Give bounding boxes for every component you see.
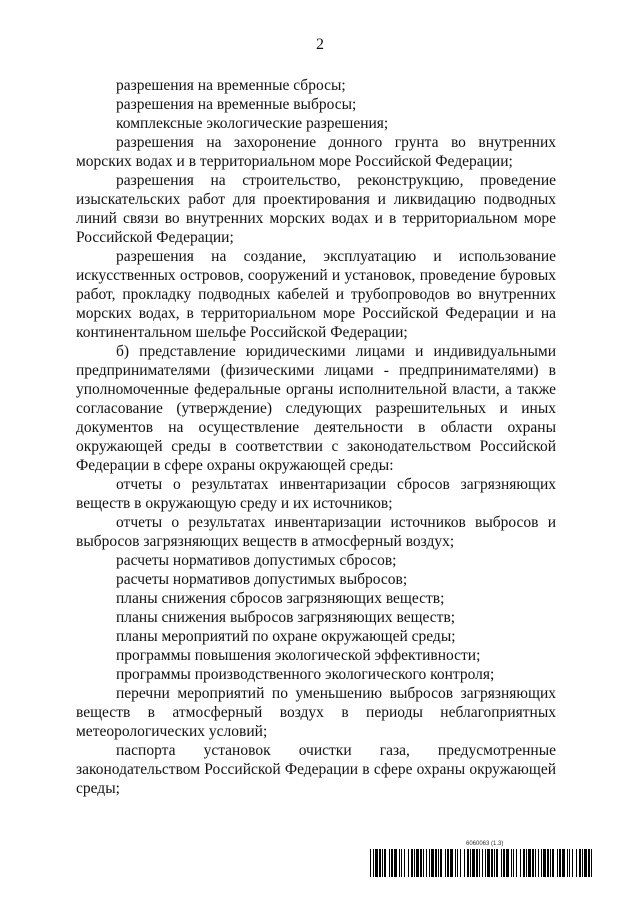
paragraph: планы снижения выбросов загрязняющих веществ; <box>116 609 456 626</box>
paragraph: отчеты о результатах инвентаризации источников выбросов и выбросов загрязняющих веществ в атмосферный воздух; <box>76 514 556 550</box>
paragraph: разрешения на захоронение донного грунта во внутренних морских водах и в территориальном море Российской Федерации; <box>76 134 556 170</box>
paragraph: планы снижения сбросов загрязняющих веществ; <box>116 590 445 607</box>
paragraph: паспорта установок очистки газа, предусмотренные законодательством Российской Федерации в сфере охраны окружающей среды; <box>76 742 556 797</box>
barcode-block <box>370 841 594 877</box>
paragraph: разрешения на строительство, реконструкцию, проведение изыскательских работ для проектирования и ликвидацию подводных линий связи во внутренних морских водах и в территориальном море Российской Федерации; <box>76 172 556 246</box>
paragraph: комплексные экологические разрешения; <box>116 115 389 132</box>
barcode-icon <box>370 849 594 877</box>
barcode-code: 6060063 (1.3) <box>466 841 504 847</box>
paragraph: расчеты нормативов допустимых выбросов; <box>116 571 408 588</box>
paragraph: разрешения на временные выбросы; <box>116 96 357 113</box>
paragraph: отчеты о результатах инвентаризации сбросов загрязняющих веществ в окружающую среду и их источников; <box>76 476 556 512</box>
paragraph: программы повышения экологической эффективности; <box>116 647 481 664</box>
paragraph: расчеты нормативов допустимых сбросов; <box>116 552 397 569</box>
paragraph: разрешения на создание, эксплуатацию и использование искусственных островов, сооружений и установок, проведение буровых работ, прокладку подводных кабелей и трубопроводов во внутренних морских водах, в территориальном море Российской Федерации и на континентальном шельфе Российской Федерации; <box>76 248 556 341</box>
paragraph: планы мероприятий по охране окружающей среды; <box>116 628 456 645</box>
document-body <box>76 76 556 798</box>
paragraph: перечни мероприятий по уменьшению выбросов загрязняющих веществ в атмосферный воздух в периоды неблагоприятных метеорологических условий; <box>76 685 556 740</box>
paragraph: программы производственного экологического контроля; <box>116 666 495 683</box>
paragraph: б) представление юридическими лицами и индивидуальными предпринимателями (физическими лицами - предпринимателями) в уполномоченные федеральные органы исполнительной власти, а также согласование (утверждение) следующих разрешительных и иных документов на осуществление деятельности в области охраны окружающей среды в соответствии с законодательством Российской Федерации в сфере охраны окружающей среды: <box>76 343 556 474</box>
page-number: 2 <box>316 36 324 53</box>
paragraph: разрешения на временные сбросы; <box>116 77 346 94</box>
